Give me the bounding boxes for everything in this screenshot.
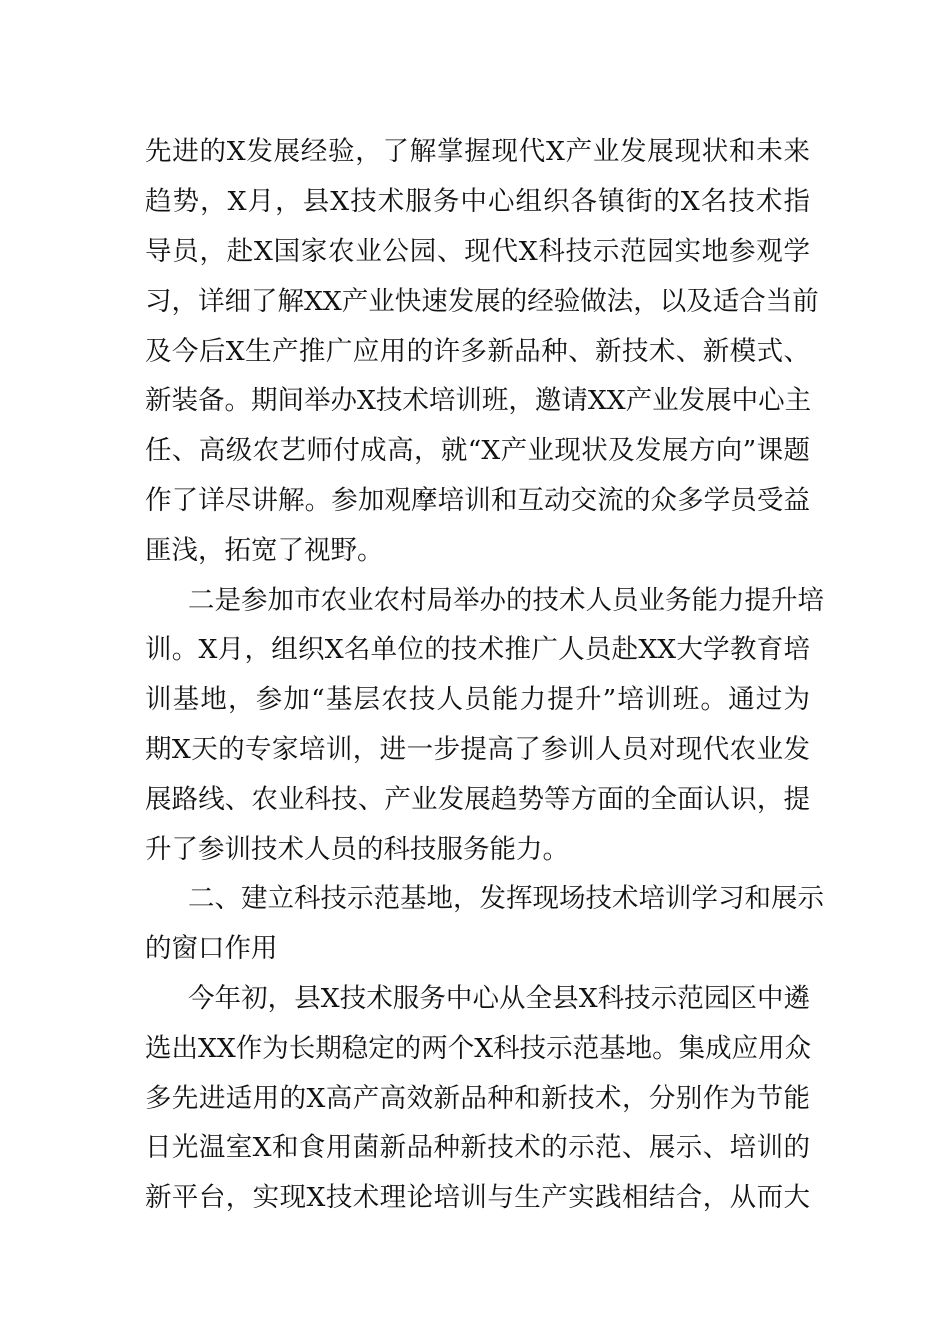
paragraph-line: 任、高级农艺师付成高，就“X产业现状及发展方向”课题 — [145, 435, 810, 466]
paragraph-line: 选出XX作为长期稳定的两个X科技示范基地。集成应用众 — [145, 1033, 812, 1064]
paragraph-line: 导员，赴X国家农业公园、现代X科技示范园实地参观学 — [145, 236, 810, 267]
paragraph-line: 多先进适用的X高产高效新品种和新技术，分别作为节能 — [145, 1083, 810, 1114]
paragraph-line: 习，详细了解XX产业快速发展的经验做法，以及适合当前 — [145, 286, 819, 317]
paragraph-line: 新装备。期间举办X技术培训班，邀请XX产业发展中心主 — [145, 385, 812, 416]
paragraph-line: 新平台，实现X技术理论培训与生产实践相结合，从而大 — [145, 1182, 810, 1213]
paragraph-line: 先进的X发展经验，了解掌握现代X产业发展现状和未来 — [145, 136, 810, 167]
paragraph-line: 作了详尽讲解。参加观摩培训和互动交流的众多学员受益 — [145, 485, 810, 516]
paragraph-line: 趋势，X月，县X技术服务中心组织各镇街的X名技术指 — [145, 186, 810, 217]
section-heading-line: 的窗口作用 — [145, 933, 278, 964]
paragraph-line: 升了参训技术人员的科技服务能力。 — [145, 834, 569, 865]
paragraph-line: 训。X月，组织X名单位的技术推广人员赴XX大学教育培 — [145, 634, 810, 665]
section-heading-line: 二、建立科技示范基地，发挥现场技术培训学习和展示 — [188, 883, 824, 914]
paragraph-line: 训基地，参加“基层农技人员能力提升”培训班。通过为 — [145, 684, 810, 715]
paragraph-line: 匪浅，拓宽了视野。 — [145, 535, 384, 566]
paragraph-line: 期X天的专家培训，进一步提高了参训人员对现代农业发 — [145, 734, 810, 765]
paragraph-line: 展路线、农业科技、产业发展趋势等方面的全面认识，提 — [145, 784, 810, 815]
paragraph-line: 二是参加市农业农村局举办的技术人员业务能力提升培 — [188, 585, 824, 616]
paragraph-line: 今年初，县X技术服务中心从全县X科技示范园区中遴 — [188, 983, 810, 1014]
paragraph-line: 日光温室X和食用菌新品种新技术的示范、展示、培训的 — [145, 1132, 810, 1163]
paragraph-line: 及今后X生产推广应用的许多新品种、新技术、新模式、 — [145, 336, 810, 367]
